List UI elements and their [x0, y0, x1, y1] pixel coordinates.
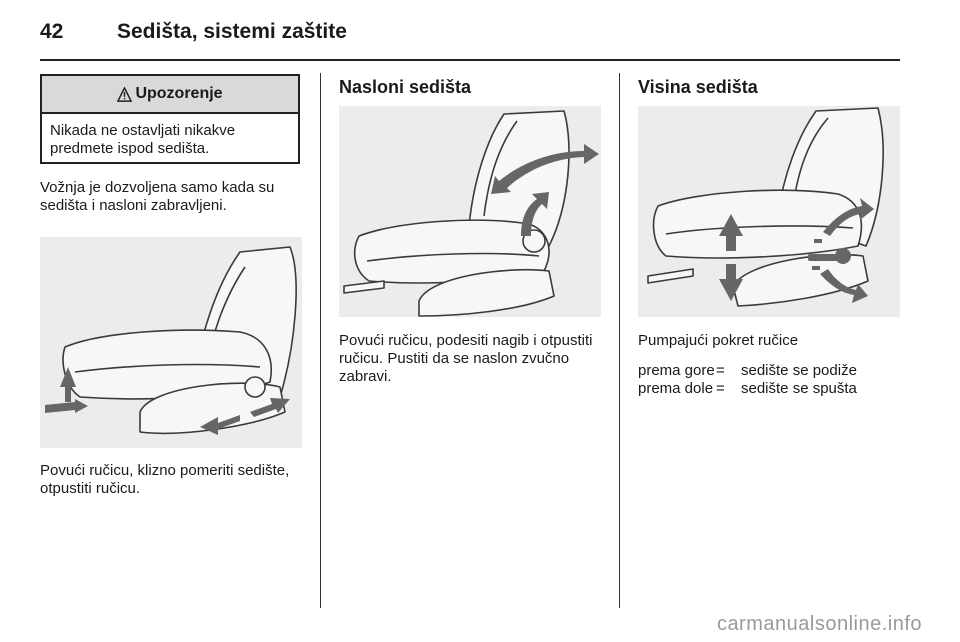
column-divider	[619, 73, 620, 608]
seat-slide-illustration	[40, 237, 302, 448]
page-number: 42	[40, 20, 64, 43]
backrest-illustration	[339, 106, 601, 317]
warning-text: Nikada ne ostavljati nikakve predmete ispod sedišta.	[50, 122, 236, 157]
header-rule	[40, 59, 900, 61]
page-title: Sedišta, sistemi zaštite	[117, 20, 347, 43]
column-divider	[320, 73, 321, 608]
watermark: carmanualsonline.info	[716, 613, 922, 635]
section-title-backrest: Nasloni sedišta	[339, 77, 472, 97]
warning-triangle-icon	[117, 87, 132, 102]
definition-desc: sedište se spušta	[741, 380, 857, 397]
warning-box	[40, 74, 300, 164]
caption-backrest: Povući ručicu, podesiti nagib i otpustiti ručicu. Pustiti da se naslon zvučno zabravi.	[339, 332, 593, 385]
definition-term: prema dole	[638, 380, 714, 397]
section-title-height: Visina sedišta	[638, 77, 758, 97]
definition-separator: =	[716, 380, 725, 397]
definition-desc: sedište se podiže	[741, 362, 857, 379]
intro-text: Vožnja je dozvoljena samo kada su sedišta i nasloni zabravljeni.	[40, 179, 275, 214]
definition-separator: =	[716, 362, 725, 379]
warning-heading: Upozorenje	[135, 85, 223, 102]
definition-row	[638, 380, 857, 398]
definition-list	[638, 362, 857, 398]
seat-height-illustration	[638, 106, 900, 317]
caption-slide: Povući ručicu, klizno pomeriti sedište, otpustiti ručicu.	[40, 462, 290, 497]
warning-header	[42, 76, 298, 114]
definition-term: prema gore	[638, 362, 715, 379]
caption-height: Pumpajući pokret ručice	[638, 332, 799, 349]
definition-row	[638, 362, 857, 380]
